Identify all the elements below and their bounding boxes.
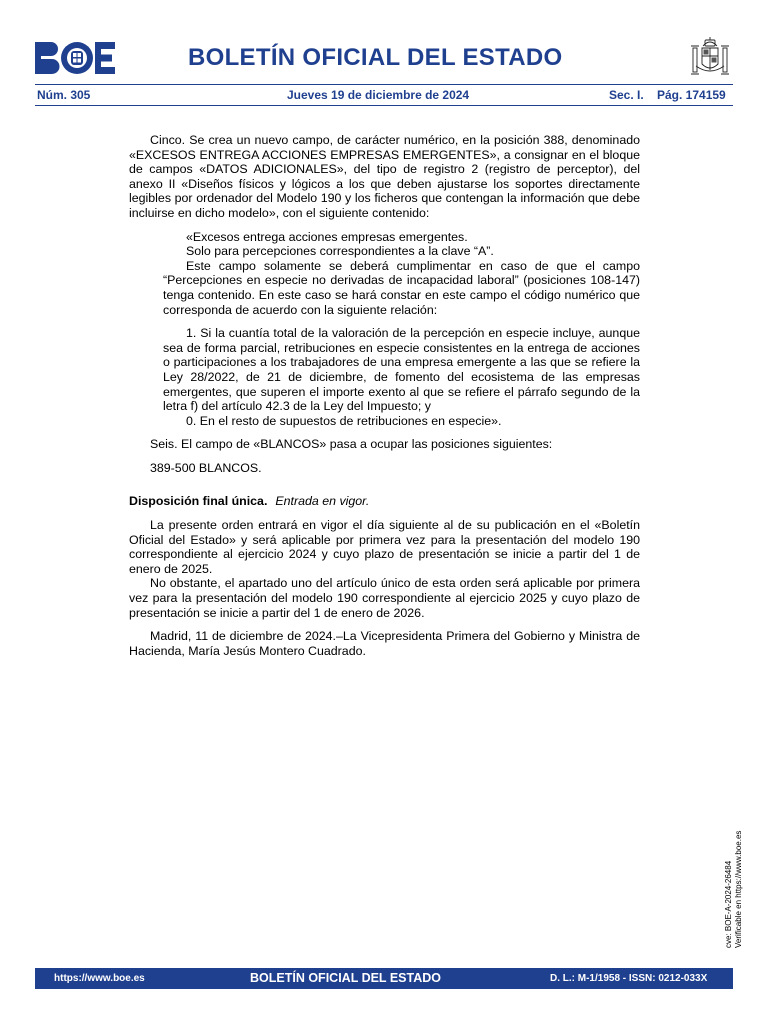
footer-bar (35, 968, 733, 989)
section-label: Sec. I. (609, 88, 644, 102)
paragraph-blancos: 389-500 BLANCOS. (150, 460, 262, 475)
numbered-list (129, 326, 640, 428)
quoted-block (129, 230, 640, 318)
boe-logo (35, 42, 115, 74)
footer-url-link[interactable]: https://www.boe.es (54, 973, 145, 984)
header-rule-bottom (35, 105, 733, 106)
footer-legal-deposit: D. L.: M-1/1958 - ISSN: 0212-033X (550, 973, 708, 984)
issue-date: Jueves 19 de diciembre de 2024 (287, 88, 470, 102)
paragraph-cinco: Cinco. Se crea un nuevo campo, de carácter numérico, en la posición 388, denominado «EXCESOS ENTREGA ACCIONES EMPRESAS EMERGENTES», a consignar en el bloque de campos «DATOS ADICIONALES», del tipo de registro 2 (registro de perceptor), del anexo II «Diseños físicos y lógicos a los que deben ajustarse los soportes directamente legibles por ordenador del Modelo 190 y los ficheros que contengan la información que debe incluirse en dicho modelo», con el siguiente contenido: (129, 133, 640, 220)
section-heading (129, 494, 640, 509)
cve-verification (724, 808, 744, 948)
document-body (129, 133, 640, 658)
quoted-line-1: «Excesos entrega acciones empresas emergentes. (186, 229, 468, 244)
cve-code: cve: BOE-A-2024-26484 (724, 860, 733, 948)
page-number: Pág. 174159 (657, 88, 726, 102)
footer-title: BOLETÍN OFICIAL DEL ESTADO (250, 971, 441, 985)
paragraph-entry-into-force: La presente orden entrará en vigor el día siguiente al de su publicación en el «Boletín Oficial del Estado» y será aplicable por primera vez para la presentación del modelo 190 correspondiente al ejercicio 2024 y cuyo plazo de presentación se inicie a partir del 1 de enero de 2025. (129, 518, 640, 576)
header-rule (35, 84, 733, 85)
heading-bold: Disposición final única. (129, 494, 268, 509)
verification-link[interactable]: Verificable en https://www.boe.es (734, 830, 743, 948)
quoted-line-3: Este campo solamente se deberá cumplimentar en caso de que el campo “Percepciones en especie no derivadas de incapacidad laboral” (posiciones 108-147) tenga contenido. En este caso se hará constar en este campo el código numérico que corresponda de acuerdo con la siguiente relación: (163, 258, 640, 317)
header-title: BOLETÍN OFICIAL DEL ESTADO (188, 44, 563, 71)
issue-number: Núm. 305 (37, 88, 91, 102)
quoted-line-2: Solo para percepciones correspondientes a la clave “A”. (186, 244, 494, 259)
signature-paragraph: Madrid, 11 de diciembre de 2024.–La Vicepresidenta Primera del Gobierno y Ministra de Hacienda, María Jesús Montero Cuadrado. (129, 629, 640, 658)
paragraph-seis: Seis. El campo de «BLANCOS» pasa a ocupar las posiciones siguientes: (150, 437, 553, 452)
list-item: 1. Si la cuantía total de la valoración de la percepción en especie incluye, aunque sea de forma parcial, retribuciones en especie consistentes en la entrega de acciones o participaciones a los trabajadores de una empresa emergente a las que se refiere la Ley 28/2022, de 21 de diciembre, de fomento del ecosistema de las empresas emergentes, que superen el importe exento al que se refiere el párrafo segundo de la letra f) del artículo 42.3 de la Ley del Impuesto; y (163, 326, 640, 414)
heading-italic: Entrada en vigor. (275, 494, 370, 509)
list-item: 0. En el resto de supuestos de retribuciones en especie». (186, 413, 502, 428)
coat-of-arms-icon (690, 36, 730, 80)
paragraph-no-obstante: No obstante, el apartado uno del artículo único de esta orden será aplicable por primera vez para la presentación del modelo 190 correspondiente al ejercicio 2025 y cuyo plazo de presentación se inicie a partir del 1 de enero de 2026. (129, 576, 640, 620)
